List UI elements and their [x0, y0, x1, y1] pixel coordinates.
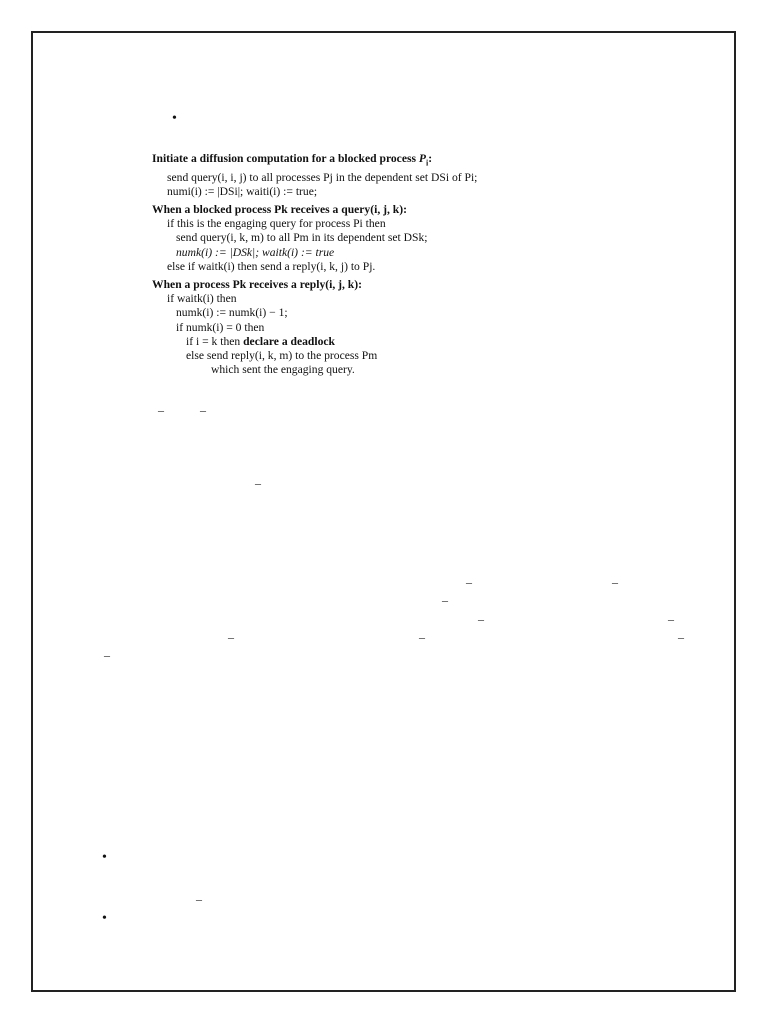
- dash-marker: –: [255, 476, 261, 490]
- initiate-line: send query(i, i, j) to all processes Pj in the dependent set DSi of Pi;: [167, 170, 478, 184]
- dash-marker: –: [196, 892, 202, 906]
- query-line: else if waitk(i) then send a reply(i, k, j) to Pj.: [167, 259, 376, 273]
- reply-line: else send reply(i, k, m) to the process Pm: [186, 348, 378, 362]
- dash-marker: –: [678, 630, 684, 644]
- dash-marker: –: [158, 403, 164, 417]
- bullet-marker: •: [102, 850, 107, 865]
- dash-marker: –: [200, 403, 206, 417]
- reply-line: which sent the engaging query.: [211, 363, 355, 377]
- query-line: if this is the engaging query for process Pi then: [167, 217, 386, 231]
- query-header: When a blocked process Pk receives a query(i, j, k):: [152, 202, 407, 216]
- reply-line: if waitk(i) then: [167, 292, 237, 306]
- diffusion-algorithm: [152, 152, 622, 377]
- initiate-line: numi(i) := |DSi|; waiti(i) := true;: [167, 184, 318, 198]
- reply-line: numk(i) := numk(i) − 1;: [176, 306, 288, 320]
- dash-marker: –: [612, 575, 618, 589]
- dash-marker: –: [228, 630, 234, 644]
- bullet-marker: •: [172, 111, 177, 126]
- dash-marker: –: [442, 593, 448, 607]
- dash-marker: –: [419, 630, 425, 644]
- reply-line: if i = k then declare a deadlock: [186, 334, 335, 348]
- query-line: numk(i) := |DSk|; waitk(i) := true: [176, 245, 335, 259]
- initiate-header: Initiate a diffusion computation for a blocked process $P_i$:: [152, 152, 433, 168]
- reply-line: if numk(i) = 0 then: [176, 320, 265, 334]
- dash-marker: –: [466, 575, 472, 589]
- bullet-marker: •: [102, 911, 107, 926]
- reply-header: When a process Pk receives a reply(i, j, k):: [152, 277, 362, 291]
- dash-marker: –: [104, 648, 110, 662]
- dash-marker: –: [668, 612, 674, 626]
- query-line: send query(i, k, m) to all Pm in its dependent set DSk;: [176, 231, 428, 245]
- dash-marker: –: [478, 612, 484, 626]
